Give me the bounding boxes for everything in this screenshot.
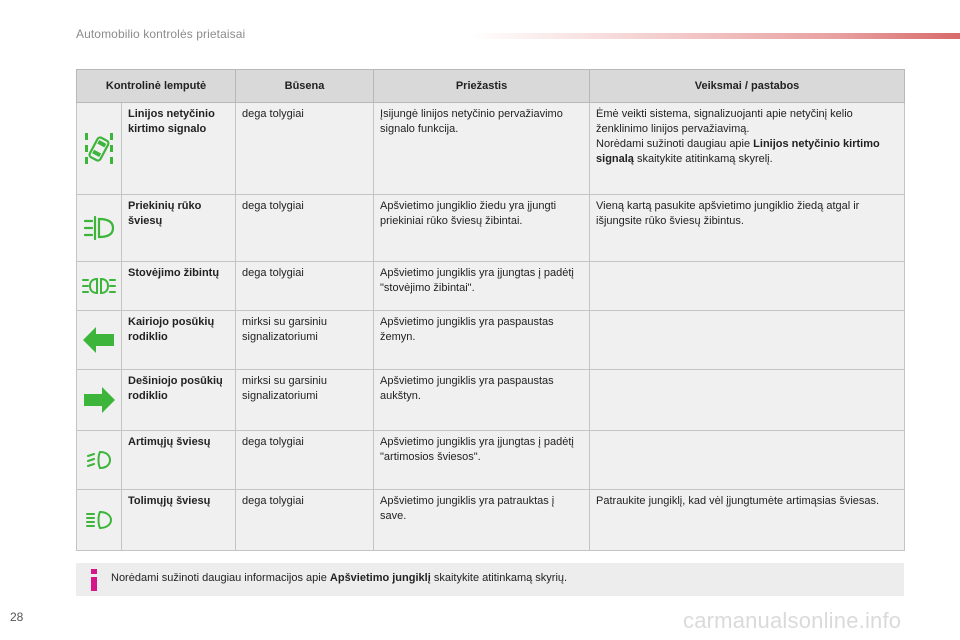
lamp-action	[590, 431, 905, 490]
action-text: Ėmė veikti sistema, signalizuojanti apie netyčinį kelio ženklinimo linijos pervažiavimą.	[596, 108, 853, 135]
lamp-cause: Apšvietimo jungiklio žiedu yra įjungti priekiniai rūko šviesų žibintai.	[374, 195, 590, 262]
note-reference: Apšvietimo jungiklį	[329, 572, 431, 584]
info-icon	[90, 569, 98, 591]
table-row	[77, 311, 905, 370]
lamp-name: Linijos netyčinio kirtimo signalo	[122, 103, 236, 195]
lamp-cause: Apšvietimo jungiklis yra patrauktas į save.	[374, 490, 590, 551]
parking-light-icon	[82, 276, 116, 296]
action-text: skaitykite atitinkamą skyrelį.	[633, 153, 773, 165]
table-row	[77, 103, 905, 195]
warning-lights-table	[76, 69, 905, 551]
table-header-row	[77, 70, 905, 103]
lamp-name: Dešiniojo posūkių rodiklio	[122, 370, 236, 431]
lamp-name: Artimųjų šviesų	[122, 431, 236, 490]
right-turn-signal-icon	[83, 386, 115, 414]
front-fog-light-icon	[84, 216, 114, 240]
col-header-lamp: Kontrolinė lemputė	[77, 70, 236, 103]
table-row	[77, 262, 905, 311]
header-accent-bar	[470, 33, 960, 39]
action-reference: Linijos netyčinio kirtimo signalą	[596, 138, 880, 165]
lamp-cause: Apšvietimo jungiklis yra paspaustas aukštyn.	[374, 370, 590, 431]
lamp-state: mirksi su garsiniu signalizatoriumi	[236, 370, 374, 431]
lamp-state: dega tolygiai	[236, 431, 374, 490]
lamp-cause: Apšvietimo jungiklis yra įjungtas į padėtį "stovėjimo žibintai".	[374, 262, 590, 311]
table-row	[77, 431, 905, 490]
lamp-action: Vieną kartą pasukite apšvietimo jungiklio žiedą atgal ir išjungsite rūko šviesų žibintus.	[590, 195, 905, 262]
lamp-cause: Apšvietimo jungiklis yra įjungtas į padėtį "artimosios šviesos".	[374, 431, 590, 490]
lamp-state: dega tolygiai	[236, 262, 374, 311]
lamp-state: dega tolygiai	[236, 490, 374, 551]
lamp-name: Kairiojo posūkių rodiklio	[122, 311, 236, 370]
lamp-action	[590, 311, 905, 370]
lane-departure-icon	[84, 131, 114, 167]
low-beam-icon	[87, 450, 111, 470]
lamp-state: mirksi su garsiniu signalizatoriumi	[236, 311, 374, 370]
table-row	[77, 195, 905, 262]
high-beam-icon	[86, 510, 112, 530]
table-row	[77, 490, 905, 551]
lamp-cause: Įsijungė linijos netyčinio pervažiavimo signalo funkcija.	[374, 103, 590, 195]
watermark: carmanualsonline.info	[683, 608, 902, 633]
page-header-title: Automobilio kontrolės prietaisai	[76, 27, 246, 41]
col-header-cause: Priežastis	[374, 70, 590, 103]
lamp-name: Priekinių rūko šviesų	[122, 195, 236, 262]
info-note	[76, 563, 904, 596]
left-turn-signal-icon	[83, 326, 115, 354]
lamp-action	[590, 103, 905, 195]
table-row	[77, 370, 905, 431]
lamp-action	[590, 370, 905, 431]
lamp-cause: Apšvietimo jungiklis yra paspaustas žemyn.	[374, 311, 590, 370]
lamp-name: Tolimųjų šviesų	[122, 490, 236, 551]
col-header-action: Veiksmai / pastabos	[590, 70, 905, 103]
page-number: 28	[10, 610, 24, 624]
lamp-action: Patraukite jungiklį, kad vėl įjungtumėte artimąsias šviesas.	[590, 490, 905, 551]
note-text: Norėdami sužinoti daugiau informacijos apie	[111, 572, 330, 584]
lamp-state: dega tolygiai	[236, 103, 374, 195]
lamp-action	[590, 262, 905, 311]
note-text: skaitykite atitinkamą skyrių.	[430, 572, 568, 584]
action-text: Norėdami sužinoti daugiau apie	[596, 138, 754, 150]
col-header-state: Būsena	[236, 70, 374, 103]
lamp-name: Stovėjimo žibintų	[122, 262, 236, 311]
lamp-state: dega tolygiai	[236, 195, 374, 262]
